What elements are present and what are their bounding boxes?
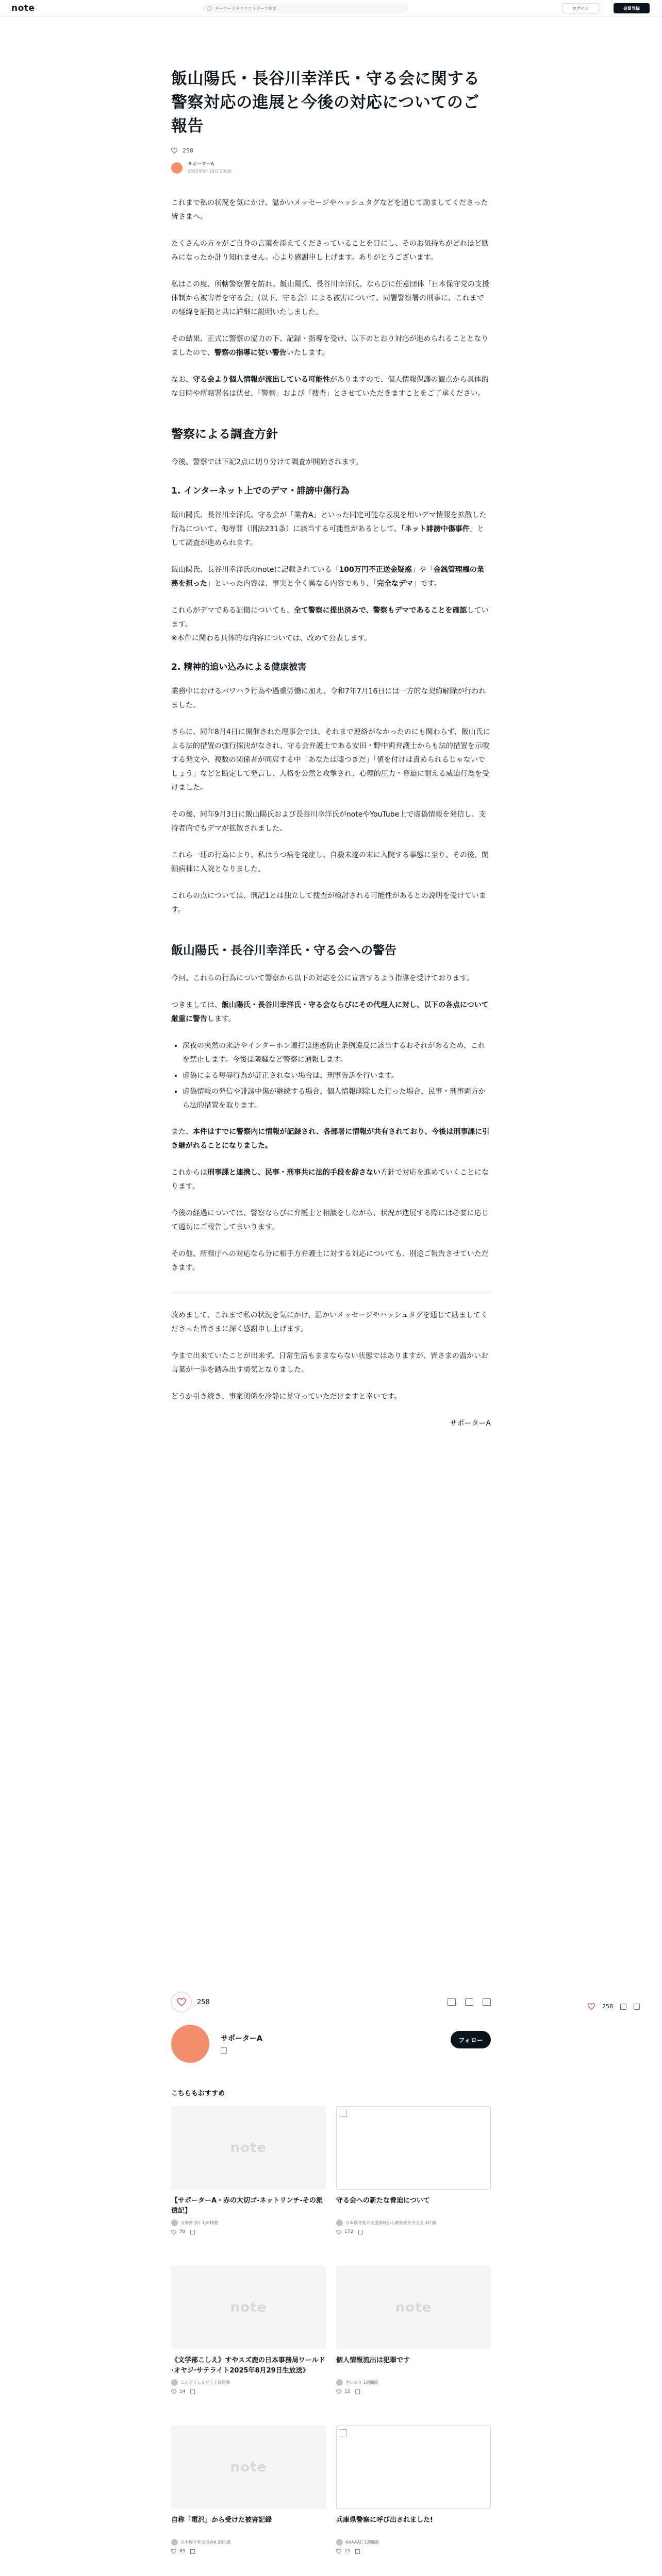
paragraph: これらの点については、刑記1とは独立して捜査が検討される可能性があるとの説明を受けています。 [171, 892, 486, 914]
heart-icon [177, 1998, 186, 2006]
card-author[interactable]: 文事務 3日 1,635数 [180, 2221, 219, 2225]
card-author[interactable]: 日本保守党支持者A 20日前 [180, 2540, 231, 2545]
follow-button[interactable]: フォロー [451, 2031, 491, 2048]
subsection-heading: 2. 精神的追い込みによる健康被害 [171, 662, 307, 672]
card-like-count: 172 [344, 2229, 354, 2234]
article-body [171, 196, 491, 1431]
paragraph: 今後、警察では下記2点に切り分けて調査が開始されます。 [171, 458, 363, 466]
card-author[interactable]: AAAAAC 1週間前 [345, 2540, 379, 2545]
search-box[interactable] [202, 3, 408, 13]
paragraph: その他、所轄庁への対応なら分に相手方弁護士に対する対応についても、別途ご報告させていただきます。 [171, 1250, 489, 1272]
card-author-avatar [171, 2539, 178, 2546]
card-author-avatar [336, 2539, 343, 2546]
recommend-card[interactable] [336, 2106, 491, 2234]
paragraph: 今後の経過については、警察ならびに弁護士と相談をしながら、状況が進展する際には必要に応じて適切にご報告してまいります。 [171, 1209, 489, 1231]
rss-icon[interactable] [221, 2047, 227, 2054]
top-header [0, 0, 662, 16]
like-button[interactable] [171, 1992, 192, 2012]
card-like-count: 15 [344, 2549, 351, 2554]
author-avatar[interactable] [171, 162, 183, 174]
heart-icon[interactable] [336, 2549, 341, 2554]
recommend-card[interactable] [336, 2426, 491, 2554]
paragraph: これら一連の行為により、私はうつ病を発症し、自殺未遂の末に入院する事態に至り、その後、閉鎖病棟に入院となりました。 [171, 851, 489, 873]
paragraph: その後、同年9月3日に飯山陽氏および長谷川幸洋氏がnoteやYouTube上で虚偽情報を発信し、支持者内でもデマが拡散されました。 [171, 810, 486, 833]
subsection-heading: 1. インターネット上でのデマ・誹謗中傷行為 [171, 486, 350, 496]
paragraph: 改めまして、これまで私の状況を気にかけ、温かいメッセージやハッシュタグを通じて励ましてくださった皆さまに深く感謝申し上げます。 [171, 1311, 488, 1333]
paragraph: 今まで出来ていたことが出来ず、日常生活もままならない状態ではありますが、皆さまの温かいお言葉が一歩を踏み出す勇気となりました。 [171, 1352, 488, 1374]
card-author-avatar [171, 2379, 178, 2386]
card-thumbnail[interactable]: note [336, 2266, 491, 2349]
broken-image-icon [340, 2429, 347, 2436]
heart-icon[interactable] [171, 148, 177, 154]
floating-actions [588, 2003, 640, 2010]
signature: サポーターA [450, 1419, 491, 1428]
card-title[interactable]: 兵庫県警察に呼び出されました! [336, 2516, 433, 2524]
card-author[interactable]: 日本保守党の支援体制から被害者を守る会 4日前 [345, 2221, 436, 2225]
paragraph: つきましては、飯山陽氏・長谷川幸洋氏・守る会ならびにその代理人に対し、以下の各点について厳重に警告します。 [171, 1001, 489, 1023]
bookmark-icon[interactable] [465, 1998, 473, 2006]
search-icon [207, 6, 212, 11]
card-like-count: 12 [344, 2389, 351, 2394]
note-logo[interactable]: note [11, 3, 35, 13]
card-title[interactable]: 【サポーターA・赤の大切ゴ-ネットリンチ-その派遣記】 [171, 2197, 323, 2215]
bookmark-icon[interactable] [358, 2230, 363, 2234]
broken-image-icon [340, 2110, 347, 2117]
bookmark-icon[interactable] [355, 2549, 360, 2554]
card-author-avatar [171, 2219, 178, 2226]
heart-icon[interactable] [171, 2230, 176, 2234]
card-title[interactable]: 自称「電沢」から受けた被害記録 [171, 2516, 272, 2524]
like-count: 258 [197, 1998, 210, 2006]
card-thumbnail[interactable] [336, 2426, 491, 2509]
heart-icon[interactable] [171, 2549, 176, 2554]
card-title[interactable]: 守る会への新たな脅迫について [336, 2197, 430, 2205]
more-icon[interactable] [483, 1998, 491, 2006]
card-author[interactable]: さいおり 1週間前 [345, 2380, 378, 2385]
signup-button[interactable]: 会員登録 [614, 3, 650, 13]
paragraph: 今回、これらの行為について警察から以下の対応を公に宣言するよう指導を受けております。 [171, 974, 474, 982]
paragraph: 飯山陽氏、長谷川幸洋氏のnoteに記載されている「100万円不正送金疑惑」や「金銭管理権の業務を担った」といった内容は、事実と全く異なる内容であり、「完全なデマ」です。 [171, 566, 484, 588]
paragraph: たくさんの方々がご自身の言葉を添えてくださっていることを目にし、そのお気持ちがどれほど励みになったか計り知れません。心より感謝申し上げます。ありがとうございます。 [171, 240, 489, 262]
comment-icon[interactable] [620, 2004, 626, 2010]
side-like-count: 258 [602, 2003, 613, 2010]
paragraph: さらに、同年8月4日に開催された理事会では、それまで連絡がなかったのにも関わらず、飯山氏による法的措置の強行採決がなされ、守る会弁護士である安田・野中両弁護士からも法的措置を示唆する発文や、複数の関係者が同席する中「あなたは嘘つきだ」「値を付けは責められるじゃないでしょう」などと断定して発言し、人格を公然と攻撃され、心理的圧力・脅迫に耐える威迫行為を受けました。 [171, 728, 490, 792]
author-name[interactable]: サポーターA [188, 162, 214, 167]
publish-date: 2025年9月10日 20:00 [188, 169, 232, 174]
heart-icon[interactable] [336, 2230, 341, 2234]
paragraph: その結果、正式に警察の協力の下、記録・指導を受け、以下のとおり対応が進められることとなりましたので、警察の指導に従い警告いたします。 [171, 335, 489, 357]
paragraph: これからは刑事課と連携し、民事・刑事共に法的手段を辞さない方針で対応を進めていくことになります。 [171, 1168, 489, 1191]
card-thumbnail[interactable] [336, 2106, 491, 2190]
section-heading: 警察による調査方針 [171, 428, 278, 441]
bookmark-icon[interactable] [355, 2389, 360, 2394]
likes-count: 258 [183, 147, 193, 154]
card-thumbnail[interactable]: note [171, 2106, 326, 2190]
paragraph: これまで私の状況を気にかけ、温かいメッセージやハッシュタグなどを通じて励ましてくださった皆さまへ。 [171, 199, 488, 221]
card-title[interactable]: 《文学部こしえ》すやスズ鹿の日本事務局ワールド·オヤジ·サテライト2025年8月29日生放送》 [171, 2357, 325, 2375]
heart-icon[interactable] [588, 2003, 595, 2010]
card-author[interactable]: こんどうしんどう上屋運動 [180, 2380, 230, 2385]
recommend-grid [171, 2106, 491, 2576]
recommend-card[interactable] [171, 2426, 326, 2554]
recommend-card[interactable] [336, 2266, 491, 2394]
card-author-avatar [336, 2379, 343, 2386]
card-author-avatar [336, 2219, 343, 2226]
list-item: • 虚偽による毎辱行為が訂正されない場合は、刑事告訴を行います。 [183, 1069, 491, 1083]
likes-summary [171, 147, 491, 154]
share-icon[interactable] [634, 2004, 640, 2010]
paragraph: 私はこの度、所轄警察署を訪れ、飯山陽氏、長谷川幸洋氏、ならびに任意団体「日本保守党の支援体制から被害者を守る会」(以下、守る会）による被害について、同署警察署の刑事に、これまでの経緯を証拠と共に詳細に説明いたしました。 [171, 280, 489, 316]
recommend-heading: こちらもおすすめ [171, 2090, 225, 2097]
article-title: 飯山陽氏・長谷川幸洋氏・守る会に関する警察対応の進展と今後の対応についてのご報告 [171, 70, 480, 135]
profile-name[interactable]: サポーターA [221, 2035, 262, 2043]
card-like-count: 70 [179, 2229, 186, 2234]
search-input[interactable] [215, 6, 370, 11]
paragraph: また、本件はすでに警察内に情報が記録され、各部署に情報が共有されており、今後は刑事課に引き継がれることになりました。 [171, 1128, 490, 1150]
article-action-bar [171, 1992, 491, 2012]
paragraph: 業務中におけるパワハラ行為や過重労働に加え、令和7年7月16日には一方的な契約解除が行われました。 [171, 687, 486, 709]
list-item: • 深夜の突然の来訪やインターホン連打は迷惑防止条例違反に該当するおそれがあるため、これを禁止します。今後は隣騒など警察に通報します。 [183, 1039, 491, 1067]
paragraph: なお、守る会より個人情報が流出している可能性がありますので、個人情報保護の観点から具体的な日時や所轄署名は伏せ、「警察」および「捜査」とさせていただきますことをご了承ください。 [171, 376, 489, 398]
login-button[interactable]: ログイン [562, 3, 599, 13]
paragraph: 飯山陽氏、長谷川幸洋氏、守る会が「業者A」といった同定可能な表現を用いデマ情報を拡散した行為について、侮辱罪（刑法231条）に該当する可能性があるとして、「ネット誹謗中傷事件」として調査が進められます。 [171, 511, 487, 547]
share-icon[interactable] [448, 1998, 456, 2006]
paragraph: どうか引き続き、事案関係を冷静に見守っていただけますと幸いです。 [171, 1393, 402, 1401]
card-thumbnail[interactable]: note [171, 2266, 326, 2349]
author-row[interactable] [171, 161, 491, 175]
card-like-count: 89 [179, 2549, 186, 2554]
heart-icon[interactable] [336, 2389, 341, 2394]
card-title[interactable]: 個人情報流出は犯罪です [336, 2357, 410, 2364]
bookmark-icon[interactable] [190, 2549, 195, 2554]
card-like-count: 14 [179, 2389, 186, 2394]
warning-list [183, 1039, 491, 1113]
recommend-card[interactable] [171, 2106, 326, 2234]
bookmark-icon[interactable] [190, 2230, 195, 2234]
recommend-card[interactable] [171, 2266, 326, 2394]
article [171, 67, 491, 1444]
profile-avatar[interactable] [171, 2025, 209, 2063]
heart-icon[interactable] [171, 2389, 176, 2394]
paragraph: これらがデマである証拠についても、全て警察に提出済みで、警察もデマであることを確認しています。 ※本件に関わる具体的な内容については、改めて公表します。 [171, 606, 489, 642]
bookmark-icon[interactable] [190, 2389, 195, 2394]
list-item: • 虚偽情報の発信や誹謗中傷が継続する場合、個人情報削除した行った場合、民事・刑事両方から法的措置を取ります。 [183, 1085, 491, 1113]
section-heading: 飯山陽氏・長谷川幸洋氏・守る会への警告 [171, 944, 396, 957]
card-thumbnail[interactable]: note [171, 2426, 326, 2509]
